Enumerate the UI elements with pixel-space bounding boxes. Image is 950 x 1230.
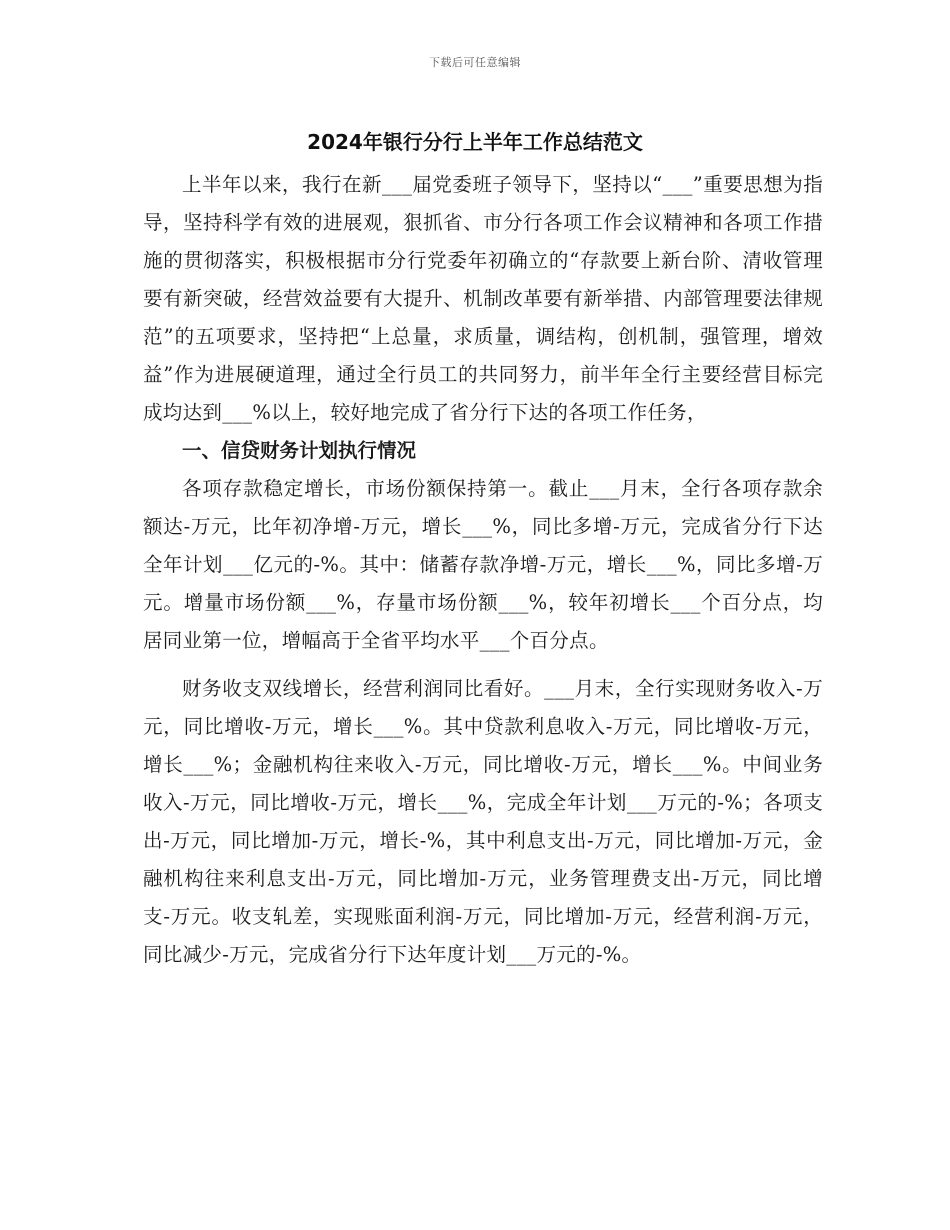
document-title: 2024年银行分行上半年工作总结范文 xyxy=(307,130,643,154)
section-heading-1: 一、信贷财务计划执行情况 xyxy=(182,439,417,462)
finance-paragraph: 财务收支双线增长，经营利润同比看好。___月末，全行实现财务收入-万元，同比增收-万元，增长___%。其中贷款利息收入-万元，同比增收-万元，增长___%；金融机构往来收入-万元，同比增收-万元，增长___%。中间业务收入-万元，同比增收-万元，增长___%，完成全年计划___万元的-%；各项支出-万元，同比增加-万元，增长-%，其中利息支出-万元，同比增加-万元，金融机构往来利息支出-万元，同比增加-万元，业务管理费支出-万元，同比增支-万元。收支轧差，实现账面利润-万元，同比增加-万元，经营利润-万元，同比减少-万元，完成省分行下达年度计划___万元的-%。 xyxy=(143,677,823,966)
document-body xyxy=(143,166,823,974)
header-note: 下载后可任意编辑 xyxy=(429,56,521,69)
intro-paragraph: 上半年以来，我行在新___届党委班子领导下，坚持以“___”重要思想为指导，坚持科学有效的进展观，狠抓省、市分行各项工作会议精神和各项工作措施的贯彻落实，积极根据市分行党委年初确立的“存款要上新台阶、清收管理要有新突破，经营效益要有大提升、机制改革要有新举措、内部管理要法律规范”的五项要求，坚持把“上总量，求质量，调结构，创机制，强管理，增效益”作为进展硬道理，通过全行员工的共同努力，前半年全行主要经营目标完成均达到___%以上，较好地完成了省分行下达的各项工作任务， xyxy=(143,173,823,424)
deposits-paragraph: 各项存款稳定增长，市场份额保持第一。截止___月末，全行各项存款余额达-万元，比年初净增-万元，增长___%，同比多增-万元，完成省分行下达全年计划___亿元的-%。其中：储蓄存款净增-万元，增长___%，同比多增-万元。增量市场份额___%，存量市场份额___%，较年初增长___个百分点，均居同业第一位，增幅高于全省平均水平___个百分点。 xyxy=(143,477,823,652)
